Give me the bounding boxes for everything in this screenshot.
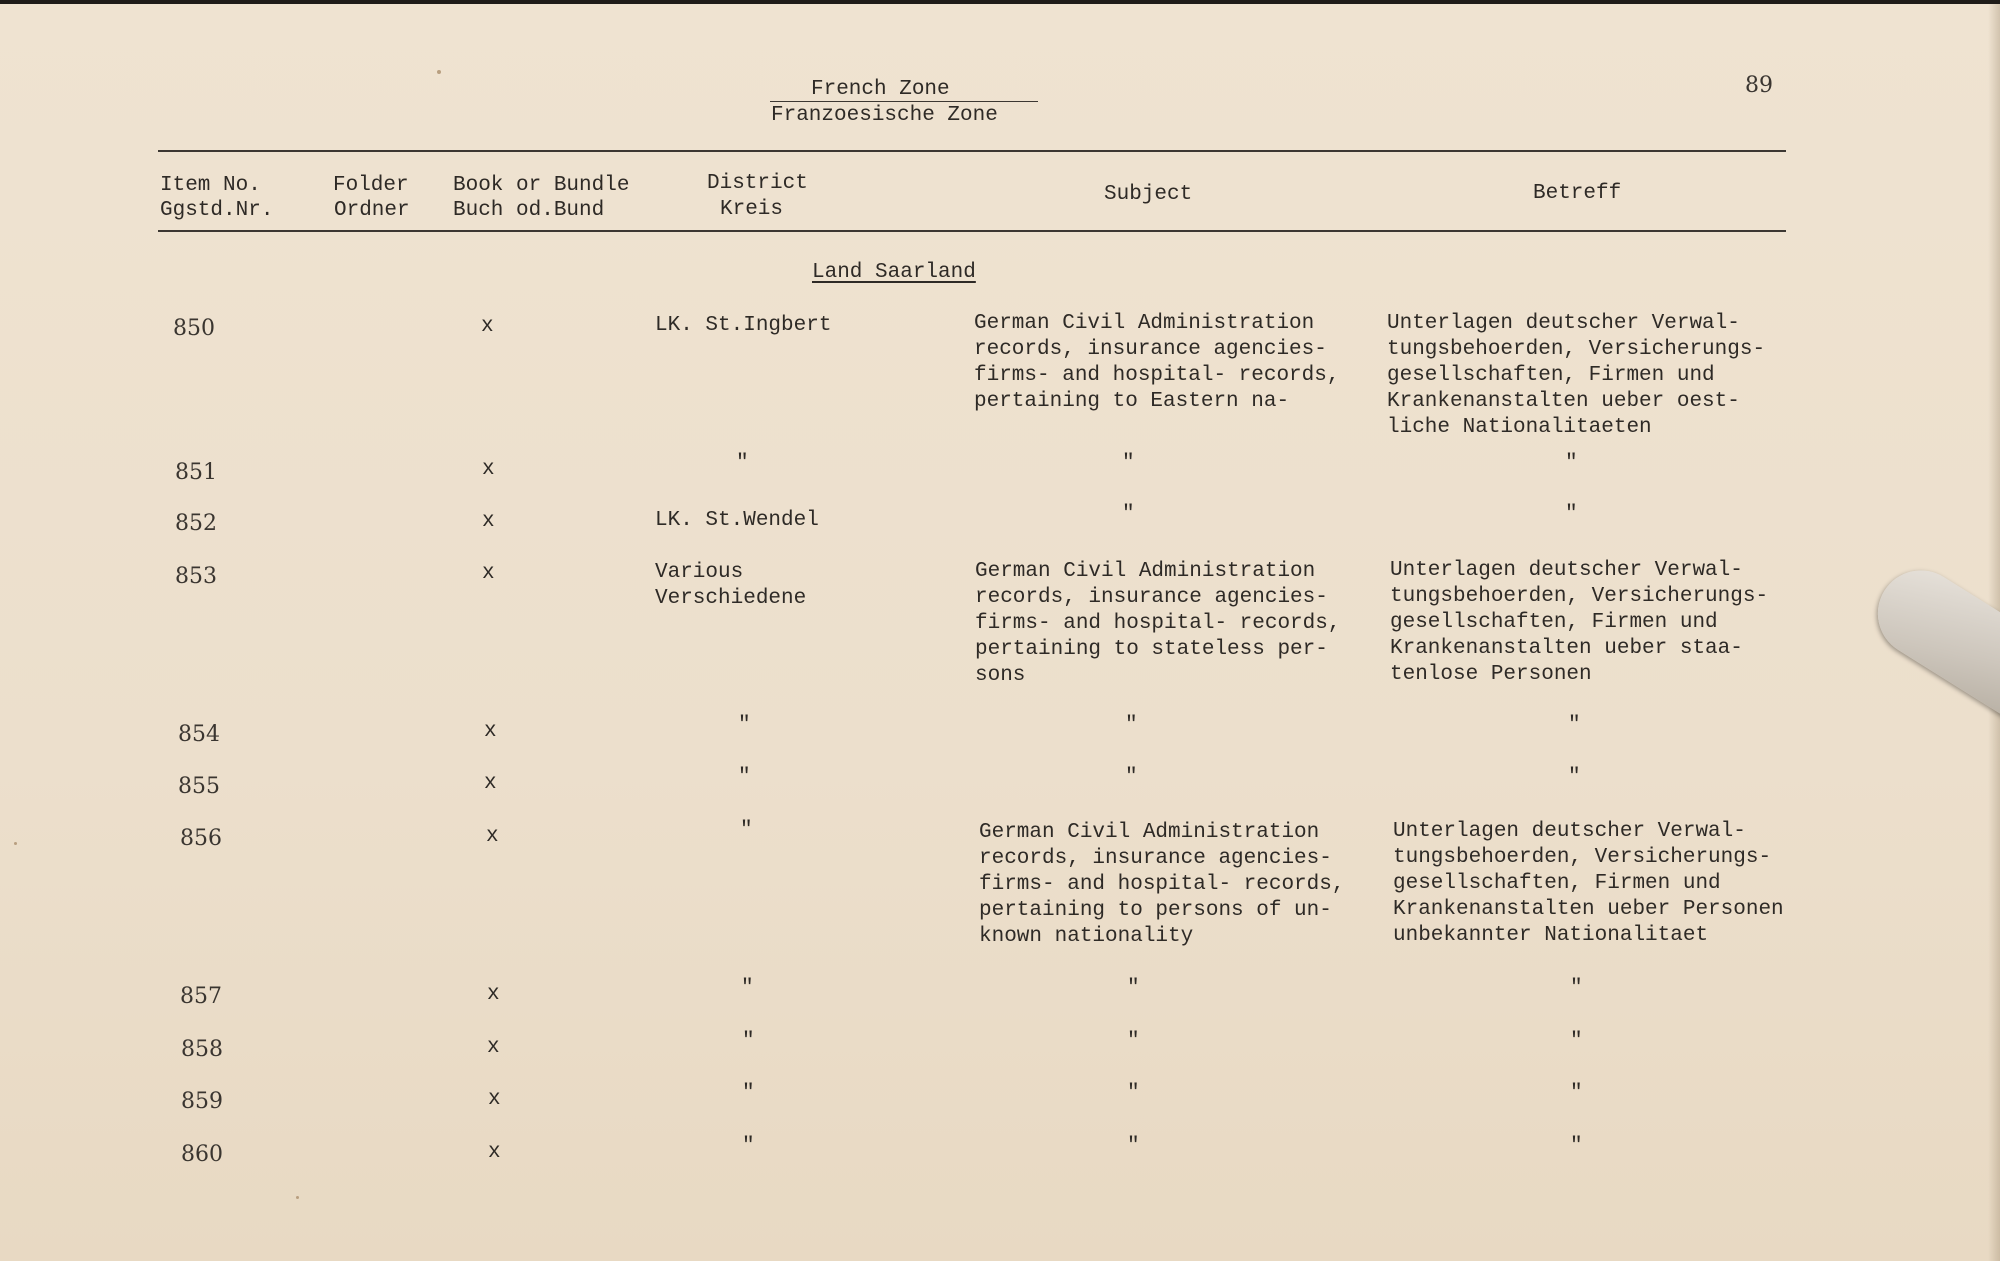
row-item-number: 853 [175, 564, 217, 589]
row-item-number: 851 [175, 460, 217, 485]
row-subject: " [1122, 452, 1135, 475]
row-district: Various Verschiedene [655, 561, 807, 610]
zone-title-en: French Zone [811, 78, 950, 101]
row-betreff: " [1565, 503, 1578, 526]
row-district: " [742, 1082, 755, 1105]
row-district: LK. St.Ingbert [655, 314, 832, 337]
row-book-mark: x [484, 720, 497, 743]
table-top-rule [158, 150, 1786, 152]
row-subject: " [1127, 1030, 1140, 1053]
row-book-mark: x [487, 1036, 500, 1059]
paper-speck [296, 1196, 299, 1199]
row-subject: German Civil Administration records, insurance agencies- firms- and hospital- records, pertaining to persons of un- known nationality [979, 821, 1345, 948]
row-betreff: " [1570, 977, 1583, 1000]
col-betreff: Betreff [1533, 182, 1622, 205]
row-district: " [738, 714, 751, 737]
col-book-de: Buch od.Bund [453, 199, 605, 222]
col-subject: Subject [1104, 183, 1193, 206]
row-district: " [742, 1030, 755, 1053]
row-item-number: 852 [175, 511, 217, 536]
row-item-number: 858 [181, 1037, 223, 1062]
row-subject: German Civil Administration records, insurance agencies- firms- and hospital- records, pertaining to Eastern na- [974, 312, 1340, 413]
row-betreff: " [1570, 1082, 1583, 1105]
row-item-number: 854 [178, 722, 220, 747]
col-folder-de: Ordner [334, 199, 410, 222]
row-betreff: " [1568, 714, 1581, 737]
row-book-mark: x [484, 772, 497, 795]
row-district: " [742, 1135, 755, 1158]
col-district-de: Kreis [720, 198, 784, 221]
row-book-mark: x [486, 825, 499, 848]
row-item-number: 856 [180, 826, 222, 851]
row-book-mark: x [487, 983, 500, 1006]
row-subject: " [1127, 1082, 1140, 1105]
row-district: " [741, 977, 754, 1000]
col-item-en: Item No. [160, 174, 261, 197]
row-betreff: " [1570, 1030, 1583, 1053]
section-title: Land Saarland [812, 261, 976, 284]
row-book-mark: x [482, 562, 495, 585]
paper-speck [437, 70, 441, 74]
row-betreff: Unterlagen deutscher Verwal- tungsbehoerden, Versicherungs- gesellschaften, Firmen und Krankenanstalten ueber Personen unbekannter Nationalitaet [1393, 820, 1784, 947]
row-item-number: 855 [178, 774, 220, 799]
row-district: " [736, 452, 749, 475]
row-item-number: 859 [181, 1089, 223, 1114]
table-header-bottom-rule [158, 230, 1786, 232]
row-betreff: " [1565, 452, 1578, 475]
row-item-number: 860 [181, 1142, 223, 1167]
row-subject: " [1125, 766, 1138, 789]
row-book-mark: x [488, 1141, 501, 1164]
row-subject: " [1127, 977, 1140, 1000]
row-book-mark: x [482, 510, 495, 533]
paper-speck [14, 842, 17, 845]
row-book-mark: x [481, 315, 494, 338]
row-book-mark: x [482, 458, 495, 481]
row-book-mark: x [488, 1088, 501, 1111]
row-district: " [738, 766, 751, 789]
row-betreff: " [1570, 1135, 1583, 1158]
row-district: " [740, 819, 753, 842]
col-book-en: Book or Bundle [453, 174, 630, 197]
row-item-number: 850 [173, 316, 215, 341]
zone-title-underline [770, 101, 1038, 102]
col-folder-en: Folder [333, 174, 409, 197]
row-betreff: Unterlagen deutscher Verwal- tungsbehoerden, Versicherungs- gesellschaften, Firmen und Krankenanstalten ueber staa- tenlose Personen [1390, 559, 1769, 686]
row-district: LK. St.Wendel [655, 509, 819, 532]
row-subject: " [1122, 503, 1135, 526]
row-betreff: " [1568, 766, 1581, 789]
row-betreff: Unterlagen deutscher Verwal- tungsbehoerden, Versicherungs- gesellschaften, Firmen und Krankenanstalten ueber oest- liche Nationalitaeten [1387, 312, 1766, 439]
zone-title-de: Franzoesische Zone [771, 104, 998, 127]
row-item-number: 857 [180, 984, 222, 1009]
row-subject: " [1125, 714, 1138, 737]
row-subject: German Civil Administration records, insurance agencies- firms- and hospital- records, pertaining to stateless per- sons [975, 560, 1341, 687]
col-item-de: Ggstd.Nr. [160, 199, 274, 222]
col-district-en: District [707, 172, 808, 195]
page-number: 89 [1745, 73, 1773, 98]
row-subject: " [1127, 1135, 1140, 1158]
